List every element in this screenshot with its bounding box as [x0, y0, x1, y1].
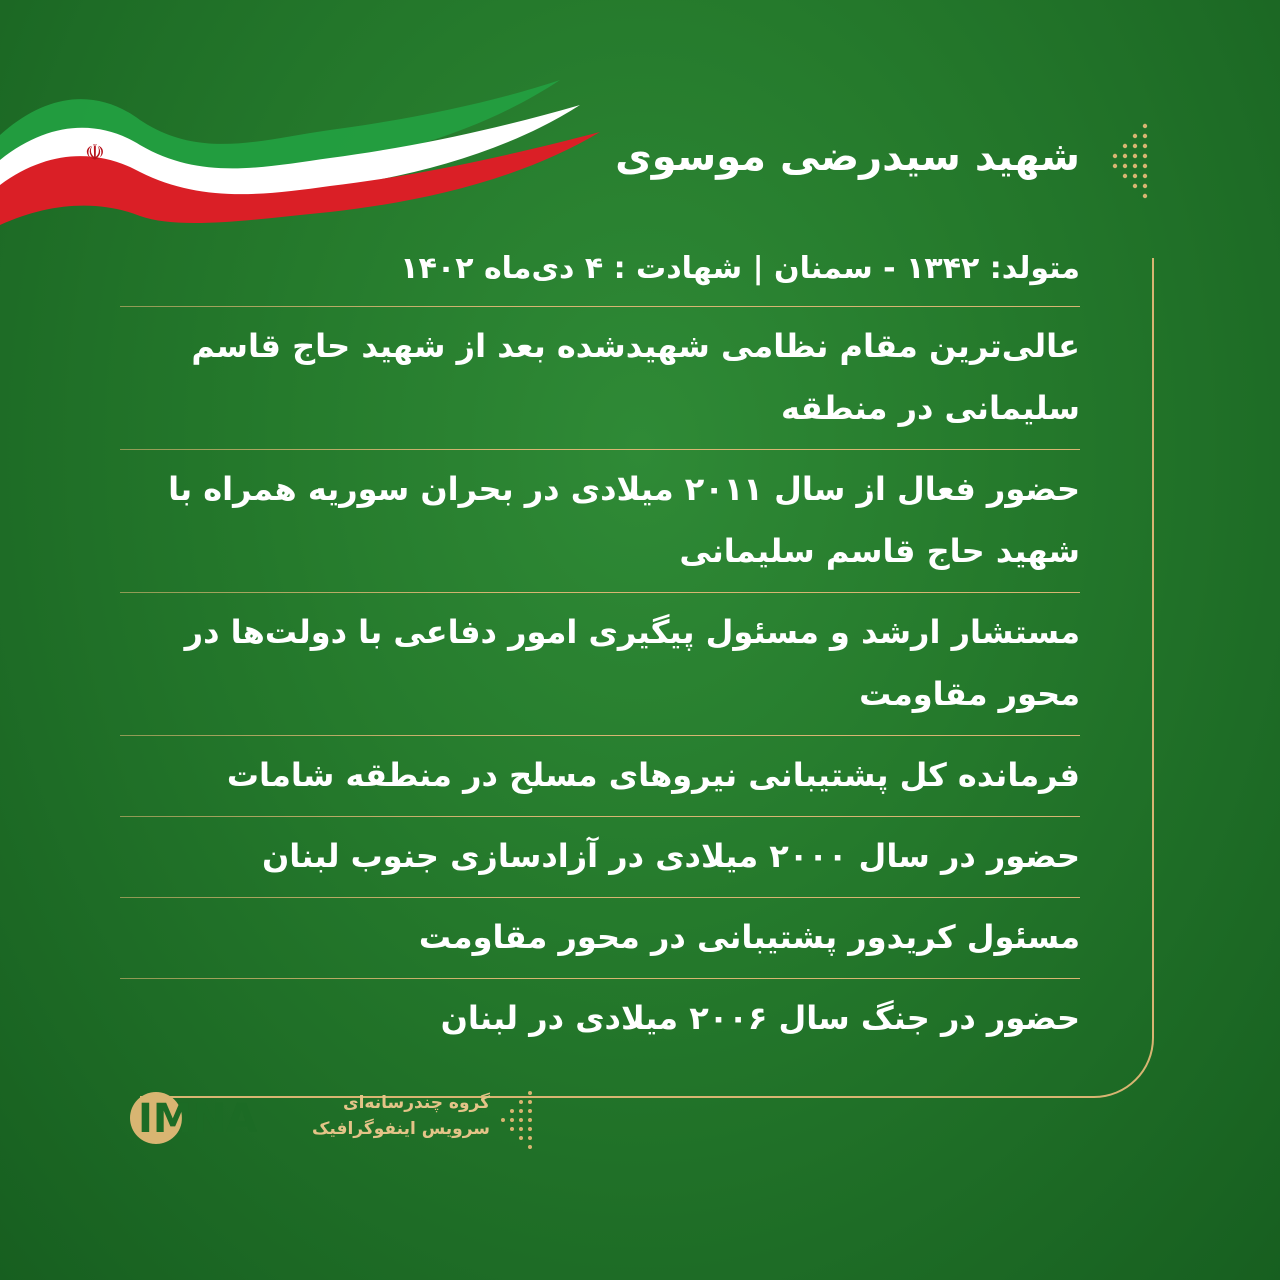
list-item: حضور در جنگ سال ۲۰۰۶ میلادی در لبنان — [440, 999, 1080, 1037]
list-item: عالی‌ترین مقام نظامی شهیدشده بعد از شهید حاج قاسم سلیمانی در منطقه — [191, 327, 1080, 427]
dots-decoration-icon — [1100, 118, 1150, 208]
tagline — [310, 1090, 490, 1142]
list-item: مستشار ارشد و مسئول پیگیری امور دفاعی با دولت‌ها در محور مقاومت — [184, 613, 1080, 713]
imna-logo — [128, 1088, 308, 1148]
logo-text: IMNA — [138, 1096, 258, 1142]
page-title: شهید سیدرضی موسوی — [615, 134, 1080, 180]
list-item: حضور در سال ۲۰۰۰ میلادی در آزادسازی جنوب لبنان — [261, 837, 1080, 875]
dots-decoration-icon — [495, 1085, 535, 1160]
svg-text:☫: ☫ — [85, 141, 105, 166]
tagline-line1: گروه چندرسانه‌ای — [343, 1093, 490, 1113]
list-item: حضور فعال از سال ۲۰۱۱ میلادی در بحران سوریه همراه با شهید حاج قاسم سلیمانی — [168, 470, 1080, 570]
bio-content — [120, 238, 1080, 1059]
tagline-line2: سرویس اینفوگرافیک — [311, 1119, 490, 1139]
birth-martyrdom-line: متولد: ۱۳۴۲ - سمنان | شهادت : ۴ دی‌ماه ۱۴۰۲ — [400, 251, 1080, 286]
list-item: فرمانده کل پشتیبانی نیروهای مسلح در منطقه شامات — [226, 756, 1080, 794]
list-item: مسئول کریدور پشتیبانی در محور مقاومت — [418, 918, 1080, 956]
